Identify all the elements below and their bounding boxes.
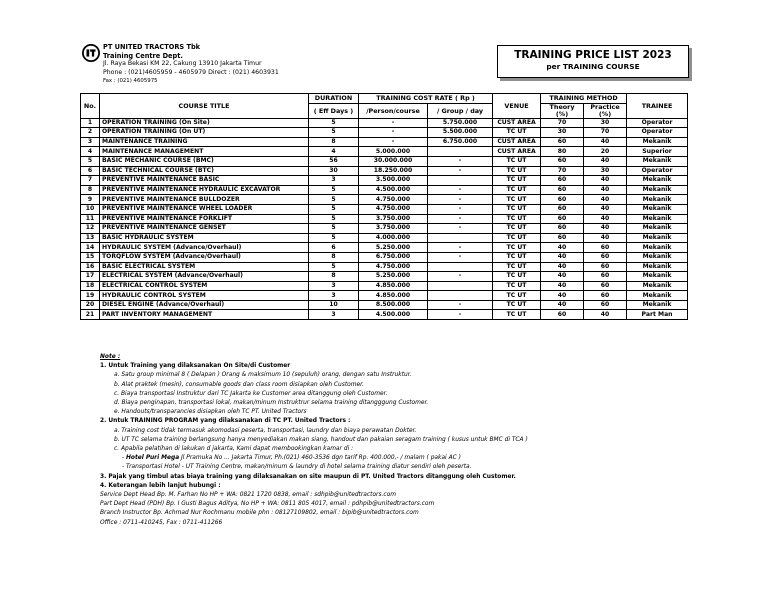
- row-duration: 3: [309, 310, 359, 320]
- row-venue: TC UT: [493, 224, 541, 234]
- row-practice: 60: [584, 262, 627, 272]
- row-cost-group: -: [428, 166, 493, 176]
- row-no: 9: [81, 195, 100, 205]
- row-no: 20: [81, 300, 100, 310]
- row-theory: 60: [541, 310, 584, 320]
- row-duration: 3: [309, 176, 359, 186]
- row-course-title: BASIC MECHANIC COURSE (BMC): [100, 156, 309, 166]
- row-cost-person: -: [359, 128, 428, 138]
- table-row: [81, 214, 688, 224]
- header-theory: Theory (%): [541, 103, 584, 118]
- row-no: 18: [81, 281, 100, 291]
- row-theory: 60: [541, 204, 584, 214]
- row-practice: 40: [584, 185, 627, 195]
- note-2a: a. Training cost tidak termasuk akomodasi peserta, transportasi, laundry dan biaya perawatan Dokter.: [114, 427, 417, 434]
- row-practice: 40: [584, 214, 627, 224]
- row-course-title: HYDRAULIC SYSTEM (Advance/Overhaul): [100, 243, 309, 253]
- header-cost-rate: TRAINING COST RATE ( Rp ): [359, 94, 493, 104]
- table-row: [81, 281, 688, 291]
- row-theory: 80: [541, 147, 584, 157]
- note-1d: d. Biaya penginapan, transportasi lokal, makan/minum Instruktrur selama training ditangggung Customer.: [114, 400, 429, 407]
- table-row: [81, 166, 688, 176]
- table-row: [81, 147, 688, 157]
- row-duration: 5: [309, 118, 359, 128]
- row-course-title: PREVENTIVE MAINTENANCE WHEEL LOADER: [100, 204, 309, 214]
- row-practice: 40: [584, 195, 627, 205]
- row-trainee: Mekanik: [627, 233, 688, 243]
- table-row: [81, 300, 688, 310]
- row-cost-group: -: [428, 224, 493, 234]
- page-title: TRAINING PRICE LIST 2023: [514, 49, 672, 61]
- row-cost-person: 6.750.000: [359, 252, 428, 262]
- row-cost-person: -: [359, 137, 428, 147]
- row-duration: 5: [309, 214, 359, 224]
- row-cost-group: 5.750.000: [428, 118, 493, 128]
- row-cost-group: [428, 233, 493, 243]
- row-trainee: Mekanik: [627, 281, 688, 291]
- row-no: 14: [81, 243, 100, 253]
- row-cost-person: 3.500.000: [359, 176, 428, 186]
- row-venue: TC UT: [493, 262, 541, 272]
- price-table-body: [81, 118, 688, 319]
- row-no: 8: [81, 185, 100, 195]
- title-box: [497, 45, 689, 78]
- row-duration: 3: [309, 291, 359, 301]
- row-duration: 3: [309, 281, 359, 291]
- row-cost-group: [428, 147, 493, 157]
- row-practice: 60: [584, 300, 627, 310]
- row-duration: 6: [309, 243, 359, 253]
- row-cost-group: -: [428, 185, 493, 195]
- row-no: 3: [81, 137, 100, 147]
- row-practice: 40: [584, 176, 627, 186]
- row-theory: 60: [541, 233, 584, 243]
- row-course-title: BASIC ELECTRICAL SYSTEM: [100, 262, 309, 272]
- row-venue: TC UT: [493, 272, 541, 282]
- row-no: 5: [81, 156, 100, 166]
- row-trainee: Part Man: [627, 310, 688, 320]
- row-course-title: MAINTENANCE MANAGEMENT: [100, 147, 309, 157]
- row-trainee: Mekanik: [627, 195, 688, 205]
- row-cost-group: [428, 176, 493, 186]
- row-theory: 60: [541, 224, 584, 234]
- table-row: [81, 128, 688, 138]
- row-theory: 60: [541, 185, 584, 195]
- row-theory: 70: [541, 166, 584, 176]
- row-venue: TC UT: [493, 310, 541, 320]
- row-course-title: HYDRAULIC CONTROL SYSTEM: [100, 291, 309, 301]
- row-cost-group: -: [428, 214, 493, 224]
- row-course-title: OPERATION TRAINING (On Site): [100, 118, 309, 128]
- row-no: 10: [81, 204, 100, 214]
- header-trainee: TRAINEE: [627, 94, 688, 119]
- row-course-title: PREVENTIVE MAINTENANCE HYDRAULIC EXCAVATOR: [100, 185, 309, 195]
- contact-service: Service Dept Head Bp. M. Farhan No HP + WA: 0821 1720 0838, email : sdhpib@unitedtractors.com: [100, 492, 396, 499]
- company-info: [103, 43, 279, 86]
- table-row: [81, 137, 688, 147]
- table-row: [81, 224, 688, 234]
- row-no: 1: [81, 118, 100, 128]
- row-cost-group: -: [428, 252, 493, 262]
- row-trainee: Mekanik: [627, 272, 688, 282]
- table-row: [81, 262, 688, 272]
- row-practice: 40: [584, 310, 627, 320]
- row-practice: 30: [584, 118, 627, 128]
- row-duration: 30: [309, 166, 359, 176]
- row-no: 4: [81, 147, 100, 157]
- row-no: 13: [81, 233, 100, 243]
- row-course-title: ELECTRICAL SYSTEM (Advance/Overhaul): [100, 272, 309, 282]
- note-1a: a. Satu group minimal 8 ( Delapan ) Orang & maksimum 10 (sepuluh) orang, dengan satu Instruktur.: [114, 372, 412, 379]
- row-cost-person: 3.750.000: [359, 214, 428, 224]
- row-venue: TC UT: [493, 185, 541, 195]
- header-no: No.: [81, 94, 100, 119]
- row-cost-person: 4.850.000: [359, 281, 428, 291]
- row-venue: TC UT: [493, 281, 541, 291]
- header-practice: Practice (%): [584, 103, 627, 118]
- row-practice: 70: [584, 128, 627, 138]
- header-venue: VENUE: [493, 94, 541, 119]
- row-duration: 56: [309, 156, 359, 166]
- company-address: Jl. Raya Bekasi KM 22, Cakung 13910 Jakarta Timur: [103, 60, 262, 68]
- note-2b: b. UT TC selama training berlangsung hanya menyediakan makan siang, handout dan pakaian seragam training ( kusus untuk BMC di TCA ): [114, 436, 528, 443]
- row-trainee: Mekanik: [627, 204, 688, 214]
- row-theory: 60: [541, 176, 584, 186]
- price-table: [80, 93, 688, 320]
- row-cost-person: 5.250.000: [359, 243, 428, 253]
- company-name: PT UNITED TRACTORS Tbk: [103, 43, 201, 51]
- row-course-title: PREVENTIVE MAINTENANCE FORKLIFT: [100, 214, 309, 224]
- row-duration: 8: [309, 272, 359, 282]
- row-duration: 5: [309, 224, 359, 234]
- row-duration: 4: [309, 147, 359, 157]
- row-theory: 40: [541, 272, 584, 282]
- row-venue: TC UT: [493, 243, 541, 253]
- table-row: [81, 185, 688, 195]
- row-trainee: Mekanik: [627, 252, 688, 262]
- row-trainee: Mekanik: [627, 185, 688, 195]
- row-theory: 70: [541, 118, 584, 128]
- row-trainee: Mekanik: [627, 156, 688, 166]
- row-cost-person: 4.750.000: [359, 204, 428, 214]
- row-cost-group: -: [428, 272, 493, 282]
- company-phone: Phone : (021)4605959 - 4605979 Direct : (021) 4603931: [103, 68, 279, 76]
- table-row: [81, 291, 688, 301]
- header-course-title: COURSE TITLE: [100, 94, 309, 119]
- hotel-name: Hotel Puri Mega: [126, 455, 180, 462]
- row-trainee: Mekanik: [627, 137, 688, 147]
- row-cost-person: 5.000.000: [359, 147, 428, 157]
- table-row: [81, 233, 688, 243]
- row-no: 7: [81, 176, 100, 186]
- note-1e: e. Handouts/transparancies disiapkan oleh TC PT. United Tractors: [114, 409, 307, 416]
- row-cost-group: 6.750.000: [428, 137, 493, 147]
- row-course-title: BASIC HYDRAULIC SYSTEM: [100, 233, 309, 243]
- row-duration: 5: [309, 185, 359, 195]
- note-1: 1. Untuk Training yang dilaksanakan On Site/di Customer: [100, 363, 291, 370]
- row-cost-person: 4.500.000: [359, 185, 428, 195]
- row-trainee: Mekanik: [627, 243, 688, 253]
- note-3: 3. Pajak yang timbul atas biaya training yang dilaksanakan on site maupun di PT. United Tractors ditanggung oleh Customer.: [100, 473, 516, 480]
- row-practice: 40: [584, 224, 627, 234]
- row-practice: 40: [584, 233, 627, 243]
- row-no: 11: [81, 214, 100, 224]
- row-duration: 5: [309, 204, 359, 214]
- note-1b: b. Alat praktek (mesin), consumable goods dan class room disiapkan oleh Customer.: [114, 381, 364, 388]
- note-2c-transport: - Transportasi Hotel - UT Training Centre, makan/minum & laundry di hotel selama training diatur sendiri oleh peserta.: [122, 464, 472, 471]
- row-theory: 40: [541, 262, 584, 272]
- row-trainee: Operator: [627, 128, 688, 138]
- row-practice: 30: [584, 166, 627, 176]
- row-cost-person: 4.750.000: [359, 195, 428, 205]
- note-1c: c. Biaya transportasi Instruktur dari TC Jakarta ke Customer area ditanggung oleh Customer.: [114, 390, 388, 397]
- header-duration: DURATION: [309, 94, 359, 104]
- row-course-title: BASIC TECHNICAL COURSE (BTC): [100, 166, 309, 176]
- row-course-title: MAINTENANCE TRAINING: [100, 137, 309, 147]
- row-cost-group: [428, 262, 493, 272]
- united-tractors-logo-icon: [82, 44, 100, 62]
- row-cost-person: -: [359, 118, 428, 128]
- row-course-title: OPERATION TRAINING (On UT): [100, 128, 309, 138]
- company-fax: Fax : (021) 4605975: [103, 78, 158, 85]
- row-cost-person: 18.250.000: [359, 166, 428, 176]
- row-trainee: Superior: [627, 147, 688, 157]
- row-cost-group: -: [428, 204, 493, 214]
- row-no: 16: [81, 262, 100, 272]
- row-practice: 60: [584, 243, 627, 253]
- header-method: TRAINING METHOD: [541, 94, 627, 104]
- row-theory: 40: [541, 291, 584, 301]
- note-2c-hotel: - Hotel Puri Mega Jl Pramuka No ... Jakarta Timur, Ph.(021) 460-3536 dgn tarif Rp. 400.000,- / malam ( pakai AC ): [122, 455, 461, 462]
- row-duration: 5: [309, 262, 359, 272]
- row-trainee: Mekanik: [627, 291, 688, 301]
- row-theory: 60: [541, 214, 584, 224]
- row-cost-group: -: [428, 310, 493, 320]
- row-venue: CUST AREA: [493, 147, 541, 157]
- table-row: [81, 176, 688, 186]
- row-theory: 30: [541, 128, 584, 138]
- row-practice: 60: [584, 252, 627, 262]
- row-cost-person: 5.250.000: [359, 272, 428, 282]
- notes-heading: Note :: [100, 354, 121, 360]
- contact-office: Office : 0711-410245, Fax : 0711-411266: [100, 519, 223, 526]
- row-duration: 8: [309, 252, 359, 262]
- row-trainee: Mekanik: [627, 300, 688, 310]
- header-per-group: / Group / day: [428, 103, 493, 118]
- row-venue: CUST AREA: [493, 118, 541, 128]
- table-row: [81, 118, 688, 128]
- row-cost-person: 3.750.000: [359, 224, 428, 234]
- row-cost-person: 4.850.000: [359, 291, 428, 301]
- row-practice: 60: [584, 281, 627, 291]
- table-row: [81, 310, 688, 320]
- row-cost-group: -: [428, 195, 493, 205]
- page-subtitle: per TRAINING COURSE: [546, 62, 640, 71]
- row-course-title: ELECTRICAL CONTROL SYSTEM: [100, 281, 309, 291]
- row-cost-person: 4.750.000: [359, 262, 428, 272]
- table-row: [81, 272, 688, 282]
- row-theory: 40: [541, 243, 584, 253]
- row-no: 2: [81, 128, 100, 138]
- row-theory: 60: [541, 195, 584, 205]
- row-no: 19: [81, 291, 100, 301]
- row-trainee: Mekanik: [627, 176, 688, 186]
- row-course-title: PREVENTIVE MAINTENANCE BULLDOZER: [100, 195, 309, 205]
- row-venue: TC UT: [493, 195, 541, 205]
- row-course-title: PREVENTIVE MAINTENANCE BASIC: [100, 176, 309, 186]
- row-practice: 20: [584, 147, 627, 157]
- row-venue: CUST AREA: [493, 137, 541, 147]
- row-theory: 40: [541, 281, 584, 291]
- row-duration: 8: [309, 137, 359, 147]
- row-venue: TC UT: [493, 214, 541, 224]
- table-row: [81, 252, 688, 262]
- table-row: [81, 156, 688, 166]
- row-venue: TC UT: [493, 252, 541, 262]
- header-eff-days: ( Eff Days ): [309, 103, 359, 118]
- row-cost-person: 4.000.000: [359, 233, 428, 243]
- row-practice: 40: [584, 204, 627, 214]
- row-trainee: Mekanik: [627, 224, 688, 234]
- row-venue: TC UT: [493, 300, 541, 310]
- row-course-title: DIESEL ENGINE (Advance/Overhaul): [100, 300, 309, 310]
- row-cost-group: 5.500.000: [428, 128, 493, 138]
- row-trainee: Operator: [627, 166, 688, 176]
- row-trainee: Operator: [627, 118, 688, 128]
- company-dept: Training Centre Dept.: [103, 51, 183, 60]
- row-no: 21: [81, 310, 100, 320]
- row-no: 6: [81, 166, 100, 176]
- row-cost-group: -: [428, 300, 493, 310]
- row-venue: TC UT: [493, 128, 541, 138]
- row-no: 17: [81, 272, 100, 282]
- row-duration: 10: [309, 300, 359, 310]
- row-cost-group: -: [428, 243, 493, 253]
- row-cost-group: [428, 291, 493, 301]
- contact-part: Part Dept Head (PDH) Bp. I Gusti Bagus Aditya, No HP + WA: 0811 805 4017, email : pdhpib@unitedtractors.com: [100, 501, 435, 508]
- note-2: 2. Untuk TRAINING PROGRAM yang dilaksanakan di TC PT. United Tractors :: [100, 418, 351, 425]
- note-2c: c. Apabila pelatihan di lakukan d jakarta, Kami dapat membookingkan kamar di :: [114, 446, 354, 453]
- row-practice: 40: [584, 137, 627, 147]
- row-no: 15: [81, 252, 100, 262]
- row-course-title: PART INVENTORY MANAGEMENT: [100, 310, 309, 320]
- row-course-title: TORQFLOW SYSTEM (Advance/Overhaul): [100, 252, 309, 262]
- row-venue: TC UT: [493, 233, 541, 243]
- row-cost-person: 4.500.000: [359, 310, 428, 320]
- row-practice: 60: [584, 272, 627, 282]
- row-cost-person: 30.000.000: [359, 156, 428, 166]
- table-row: [81, 195, 688, 205]
- header-per-person: /Person/course: [359, 103, 428, 118]
- row-theory: 60: [541, 137, 584, 147]
- row-theory: 40: [541, 252, 584, 262]
- row-venue: TC UT: [493, 156, 541, 166]
- row-duration: 5: [309, 128, 359, 138]
- row-practice: 60: [584, 291, 627, 301]
- contact-branch: Branch Instructor Bp. Achmad Nur Rochmanu mobile phn : 08127109802, email : bipib@unitedtractors.com: [100, 510, 419, 517]
- row-duration: 5: [309, 195, 359, 205]
- row-trainee: Mekanik: [627, 214, 688, 224]
- row-cost-group: -: [428, 156, 493, 166]
- notes-section: [100, 353, 700, 528]
- row-trainee: Mekanik: [627, 262, 688, 272]
- row-venue: TC UT: [493, 204, 541, 214]
- row-theory: 60: [541, 156, 584, 166]
- hotel-detail: Jl Pramuka No ... Jakarta Timur, Ph.(021) 460-3536 dgn tarif Rp. 400.000,- / malam ( pakai AC ): [179, 455, 461, 462]
- note-4: 4. Keterangan lebih lanjut hubungi :: [100, 482, 221, 489]
- table-row: [81, 204, 688, 214]
- table-row: [81, 243, 688, 253]
- row-venue: TC UT: [493, 291, 541, 301]
- row-venue: TC UT: [493, 166, 541, 176]
- row-duration: 5: [309, 233, 359, 243]
- row-venue: TC UT: [493, 176, 541, 186]
- row-cost-person: 8.500.000: [359, 300, 428, 310]
- row-no: 12: [81, 224, 100, 234]
- row-practice: 40: [584, 156, 627, 166]
- row-theory: 40: [541, 300, 584, 310]
- row-course-title: PREVENTIVE MAINTENANCE GENSET: [100, 224, 309, 234]
- row-cost-group: [428, 281, 493, 291]
